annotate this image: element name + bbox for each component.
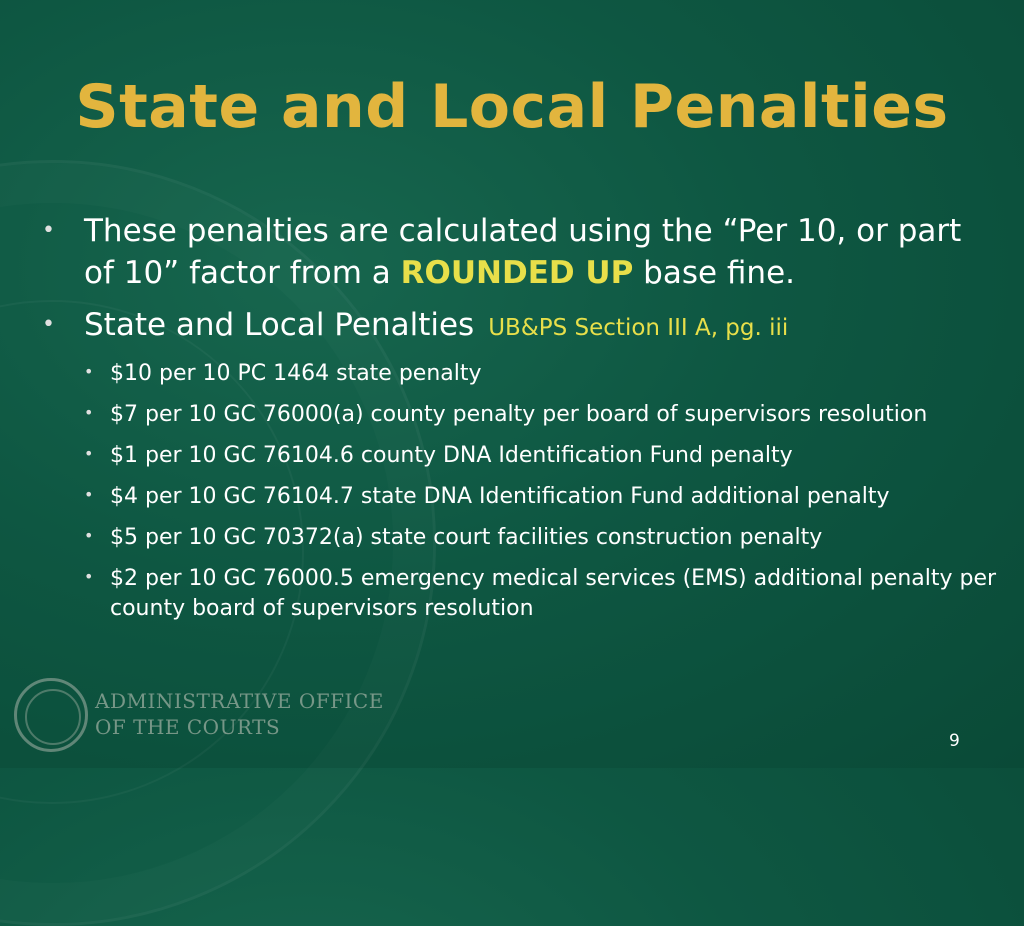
slide-title: State and Local Penalties [75,72,949,142]
sub-bullet [40,564,1000,624]
bullet-rounded-up [40,210,1000,294]
sub-bullet-icon: • [84,403,94,422]
sub-bullet-text: $4 per 10 GC 76104.7 state DNA Identification Fund additional penalty [110,484,890,509]
sub-bullet-text: $7 per 10 GC 76000(a) county penalty per board of supervisors resolution [110,402,928,427]
sub-bullet-icon: • [84,444,94,463]
sub-bullet [40,523,1000,553]
sub-bullet-text: $5 per 10 GC 70372(a) state court facilities construction penalty [110,525,823,550]
bullet-icon: • [42,218,55,243]
bullet-text-pre: These penalties are calculated using the “Per 10, or part of 10” factor from a [84,213,962,291]
section-reference: UB&PS Section III A, pg. iii [488,315,789,341]
sub-bullet [40,482,1000,512]
court-seal-icon [14,678,88,752]
sub-bullet-icon: • [84,485,94,504]
bullet-text: State and Local Penalties [84,307,475,343]
bullet-highlight: ROUNDED UP [400,255,634,291]
sub-bullet-text: $10 per 10 PC 1464 state penalty [110,361,482,386]
footer-organization [95,688,384,740]
page-number: 9 [949,731,960,751]
sub-bullet [40,400,1000,430]
sub-bullet-icon: • [84,567,94,586]
footer-line-2: OF THE COURTS [95,715,281,739]
bullet-text-post: base fine. [633,255,796,291]
sub-bullet-icon: • [84,526,94,545]
slide-content [40,210,1000,635]
sub-bullet-text: $2 per 10 GC 76000.5 emergency medical services (EMS) additional penalty per county board of supervisors resolution [110,566,997,621]
sub-bullet-icon: • [84,362,94,381]
sub-bullet-text: $1 per 10 GC 76104.6 county DNA Identification Fund penalty [110,443,793,468]
sub-bullet [40,441,1000,471]
footer-line-1: ADMINISTRATIVE OFFICE [95,689,384,713]
bullet-state-local [40,304,1000,349]
bullet-icon: • [42,312,55,337]
sub-bullet [40,359,1000,389]
